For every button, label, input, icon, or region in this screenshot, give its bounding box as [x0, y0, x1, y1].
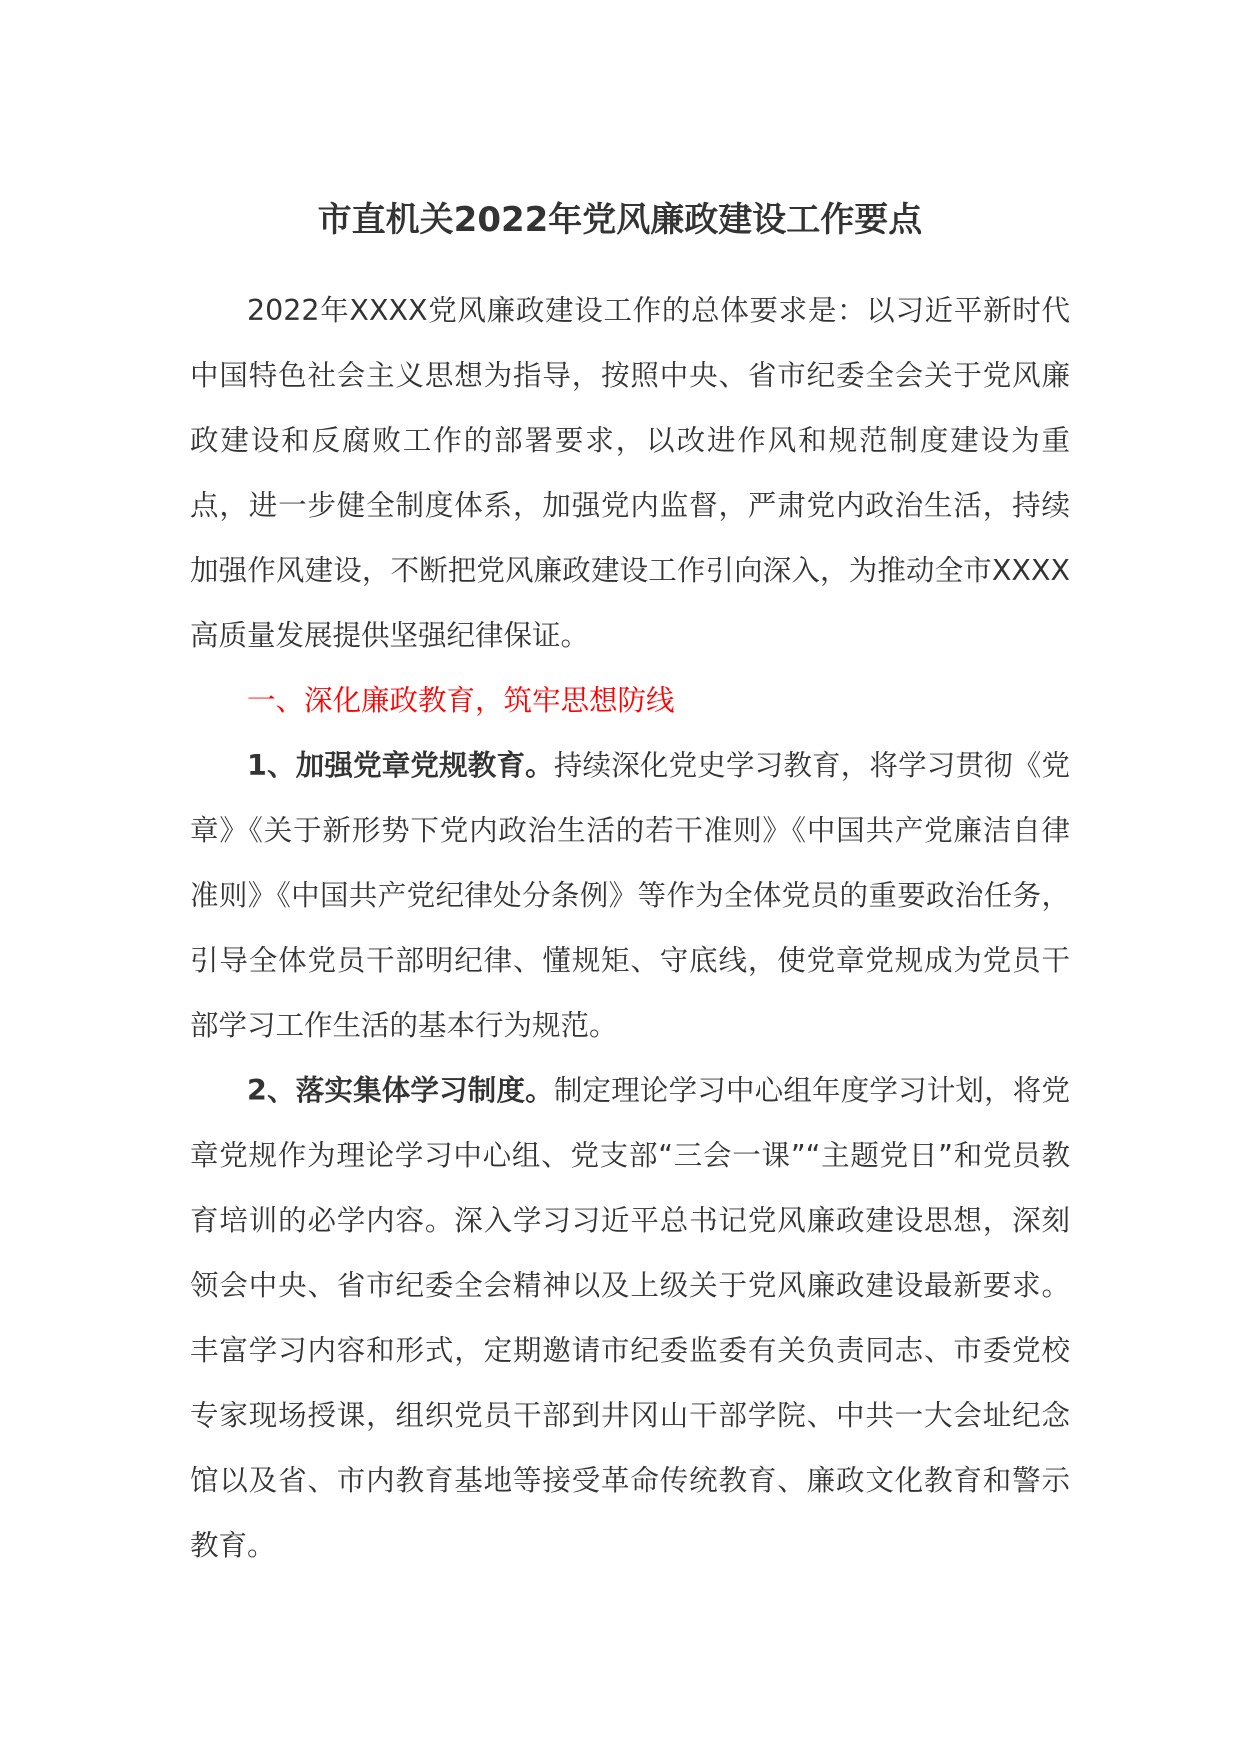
- section-heading-1: 一、深化廉政教育，筑牢思想防线: [247, 684, 675, 717]
- item-lead-1: 1、加强党章党规教育。: [247, 749, 554, 782]
- item-text-2: 制定理论学习中心组年度学习计划，将党章党规作为理论学习中心组、党支部“三会一课”“主题党日”和党员教育培训的必学内容。深入学习习近平总书记党风廉政建设思想，深刻领会中央、省市纪委全会精神以及上级关于党风廉政建设最新要求。丰富学习内容和形式，定期邀请市纪委监委有关负责同志、市委党校专家现场授课，组织党员干部到井冈山干部学院、中共一大会址纪念馆以及省、市内教育基地等接受革命传统教育、廉政文化教育和警示教育。: [190, 1074, 1070, 1562]
- item-text-1: 持续深化党史学习教育，将学习贯彻《党章》《关于新形势下党内政治生活的若干准则》《中国共产党廉洁自律准则》《中国共产党纪律处分条例》等作为全体党员的重要政治任务，引导全体党员干部明纪律、懂规矩、守底线，使党章党规成为党员干部学习工作生活的基本行为规范。: [190, 749, 1070, 1042]
- document-title: 市直机关2022年党风廉政建设工作要点: [317, 200, 923, 240]
- item-paragraph-1: [190, 733, 1070, 1058]
- document-body: [190, 278, 1070, 1578]
- intro-paragraph: 2022年XXXX党风廉政建设工作的总体要求是：以习近平新时代中国特色社会主义思想为指导，按照中央、省市纪委全会关于党风廉政建设和反腐败工作的部署要求，以改进作风和规范制度建设为重点，进一步健全制度体系，加强党内监督，严肃党内政治生活，持续加强作风建设，不断把党风廉政建设工作引向深入，为推动全市XXXX高质量发展提供坚强纪律保证。: [190, 294, 1070, 652]
- item-lead-2: 2、落实集体学习制度。: [247, 1074, 554, 1107]
- item-paragraph-2: [190, 1058, 1070, 1578]
